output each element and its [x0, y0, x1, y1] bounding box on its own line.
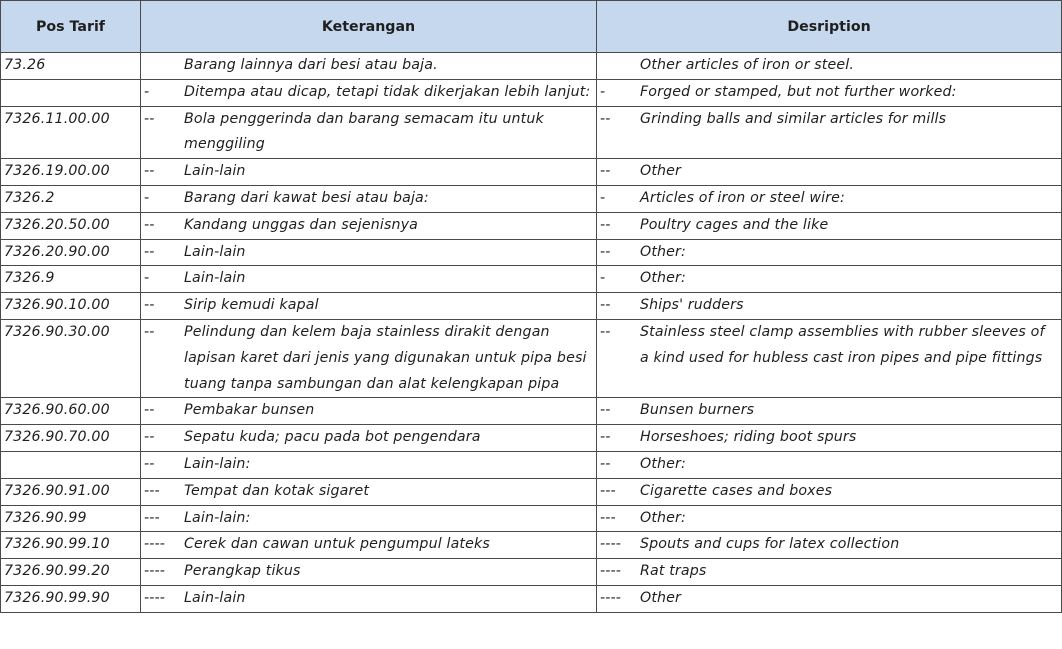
- keterangan-level-dash: --: [144, 216, 155, 233]
- table-row: [1, 425, 1062, 452]
- description-text: Cigarette cases and boxes: [640, 482, 833, 499]
- header-row: [1, 1, 1062, 53]
- pos-tarif-cell: 7326.20.50.00: [1, 212, 141, 239]
- keterangan-level-dash: --: [144, 110, 155, 127]
- keterangan-text: Sepatu kuda; pacu pada bot pengendara: [184, 429, 481, 446]
- table-row: [1, 266, 1062, 293]
- description-cell: [597, 559, 1062, 586]
- keterangan-cell: [141, 585, 597, 612]
- description-text: Other articles of iron or steel.: [640, 57, 855, 73]
- description-text: Other:: [640, 243, 686, 260]
- table-row: [1, 212, 1062, 239]
- keterangan-text: Lain-lain:: [184, 455, 251, 472]
- description-level-dash: --: [600, 429, 611, 446]
- keterangan-text: Ditempa atau dicap, tetapi tidak dikerjakan lebih lanjut:: [184, 83, 591, 100]
- table-row: [1, 532, 1062, 559]
- keterangan-cell: [141, 185, 597, 212]
- table-row: [1, 159, 1062, 186]
- description-text: Other:: [640, 455, 686, 472]
- keterangan-level-dash: --: [144, 455, 155, 472]
- table-row: [1, 319, 1062, 397]
- description-level-dash: --: [600, 455, 611, 472]
- description-cell: [597, 185, 1062, 212]
- description-text: Other:: [640, 270, 686, 287]
- keterangan-cell: [141, 559, 597, 586]
- pos-tarif-cell: 7326.90.99.10: [1, 532, 141, 559]
- description-level-dash: --: [600, 402, 611, 419]
- description-text: Other: [640, 589, 682, 606]
- description-cell: [597, 319, 1062, 397]
- pos-tarif-cell: 7326.90.99: [1, 505, 141, 532]
- description-cell: [597, 505, 1062, 532]
- table-row: [1, 106, 1062, 159]
- keterangan-level-dash: ----: [144, 563, 166, 580]
- keterangan-level-dash: --: [144, 402, 155, 419]
- table-row: [1, 559, 1062, 586]
- keterangan-cell: [141, 478, 597, 505]
- keterangan-text: Barang lainnya dari besi atau baja.: [184, 57, 438, 73]
- keterangan-cell: [141, 451, 597, 478]
- description-text: Rat traps: [640, 563, 707, 580]
- table-row: [1, 451, 1062, 478]
- table-row: [1, 293, 1062, 320]
- pos-tarif-cell: 7326.90.99.90: [1, 585, 141, 612]
- keterangan-level-dash: --: [144, 323, 155, 340]
- description-cell: [597, 53, 1062, 80]
- keterangan-cell: [141, 319, 597, 397]
- keterangan-text: Pelindung dan kelem baja stainless dirakit dengan lapisan karet dari jenis yang digunakan untuk pipa besi tuang tanpa sambungan dan alat kelengkapan pipa: [184, 323, 587, 392]
- table-row: [1, 478, 1062, 505]
- keterangan-cell: [141, 79, 597, 106]
- keterangan-cell: [141, 293, 597, 320]
- description-level-dash: -: [600, 83, 606, 100]
- table-row: [1, 53, 1062, 80]
- keterangan-cell: [141, 532, 597, 559]
- description-level-dash: --: [600, 216, 611, 233]
- description-text: Other: [640, 163, 682, 180]
- description-cell: [597, 266, 1062, 293]
- description-level-dash: -: [600, 270, 606, 287]
- description-cell: [597, 398, 1062, 425]
- pos-tarif-cell: 7326.90.70.00: [1, 425, 141, 452]
- description-cell: [597, 79, 1062, 106]
- pos-tarif-cell: 7326.9: [1, 266, 141, 293]
- table-row: [1, 585, 1062, 612]
- keterangan-text: Pembakar bunsen: [184, 402, 315, 419]
- keterangan-text: Perangkap tikus: [184, 563, 301, 580]
- pos-tarif-cell: 7326.11.00.00: [1, 106, 141, 159]
- description-level-dash: ----: [600, 536, 622, 553]
- table-row: [1, 79, 1062, 106]
- description-text: Other:: [640, 509, 686, 526]
- keterangan-cell: [141, 212, 597, 239]
- pos-tarif-cell: 7326.90.60.00: [1, 398, 141, 425]
- description-text: Bunsen burners: [640, 402, 755, 419]
- keterangan-level-dash: ----: [144, 589, 166, 606]
- description-cell: [597, 106, 1062, 159]
- description-level-dash: --: [600, 243, 611, 260]
- pos-tarif-cell: 7326.90.99.20: [1, 559, 141, 586]
- pos-tarif-cell: 7326.19.00.00: [1, 159, 141, 186]
- keterangan-level-dash: --: [144, 243, 155, 260]
- header-keterangan: Keterangan: [141, 1, 597, 53]
- keterangan-level-dash: ---: [144, 509, 160, 526]
- keterangan-level-dash: -: [144, 83, 150, 100]
- keterangan-text: Lain-lain:: [184, 509, 251, 526]
- keterangan-text: Barang dari kawat besi atau baja:: [184, 189, 429, 206]
- description-text: Poultry cages and the like: [640, 216, 829, 233]
- description-cell: [597, 159, 1062, 186]
- keterangan-text: Cerek dan cawan untuk pengumpul lateks: [184, 536, 490, 553]
- description-level-dash: --: [600, 163, 611, 180]
- pos-tarif-cell: [1, 451, 141, 478]
- keterangan-text: Kandang unggas dan sejenisnya: [184, 216, 419, 233]
- description-cell: [597, 212, 1062, 239]
- description-level-dash: --: [600, 323, 611, 340]
- description-text: Ships' rudders: [640, 297, 744, 314]
- keterangan-cell: [141, 505, 597, 532]
- description-level-dash: --: [600, 110, 611, 127]
- pos-tarif-cell: 7326.90.91.00: [1, 478, 141, 505]
- description-level-dash: ---: [600, 509, 616, 526]
- description-cell: [597, 425, 1062, 452]
- description-cell: [597, 585, 1062, 612]
- description-level-dash: ----: [600, 589, 622, 606]
- description-cell: [597, 293, 1062, 320]
- keterangan-level-dash: --: [144, 429, 155, 446]
- keterangan-text: Sirip kemudi kapal: [184, 297, 319, 314]
- pos-tarif-cell: 7326.20.90.00: [1, 239, 141, 266]
- keterangan-cell: [141, 239, 597, 266]
- description-text: Horseshoes; riding boot spurs: [640, 429, 857, 446]
- pos-tarif-cell: [1, 79, 141, 106]
- keterangan-text: Lain-lain: [184, 163, 246, 180]
- keterangan-level-dash: ----: [144, 536, 166, 553]
- keterangan-cell: [141, 53, 597, 80]
- description-cell: [597, 478, 1062, 505]
- description-text: Stainless steel clamp assemblies with rubber sleeves of a kind used for hubless cast iron pipes and pipe fittings: [640, 323, 1045, 366]
- description-level-dash: ----: [600, 563, 622, 580]
- keterangan-text: Tempat dan kotak sigaret: [184, 482, 370, 499]
- description-text: Grinding balls and similar articles for mills: [640, 110, 947, 127]
- description-level-dash: --: [600, 297, 611, 314]
- keterangan-cell: [141, 266, 597, 293]
- keterangan-cell: [141, 106, 597, 159]
- description-cell: [597, 532, 1062, 559]
- keterangan-level-dash: --: [144, 297, 155, 314]
- keterangan-level-dash: [144, 53, 184, 79]
- description-cell: [597, 451, 1062, 478]
- keterangan-level-dash: ---: [144, 482, 160, 499]
- keterangan-text: Bola penggerinda dan barang semacam itu untuk menggiling: [184, 110, 544, 153]
- header-description: Desription: [597, 1, 1062, 53]
- keterangan-text: Lain-lain: [184, 243, 246, 260]
- description-level-dash: [600, 53, 640, 79]
- description-text: Spouts and cups for latex collection: [640, 536, 900, 553]
- pos-tarif-cell: 7326.90.10.00: [1, 293, 141, 320]
- table-row: [1, 505, 1062, 532]
- description-level-dash: -: [600, 189, 606, 206]
- description-cell: [597, 239, 1062, 266]
- pos-tarif-cell: 7326.90.30.00: [1, 319, 141, 397]
- pos-tarif-cell: 73.26: [1, 53, 141, 80]
- keterangan-cell: [141, 398, 597, 425]
- description-text: Forged or stamped, but not further worked:: [640, 83, 957, 100]
- table-body: [1, 53, 1062, 613]
- table-row: [1, 185, 1062, 212]
- keterangan-level-dash: -: [144, 189, 150, 206]
- description-text: Articles of iron or steel wire:: [640, 189, 845, 206]
- keterangan-cell: [141, 425, 597, 452]
- keterangan-level-dash: --: [144, 163, 155, 180]
- header-pos-tarif: Pos Tarif: [1, 1, 141, 53]
- description-level-dash: ---: [600, 482, 616, 499]
- keterangan-level-dash: -: [144, 270, 150, 287]
- table-row: [1, 398, 1062, 425]
- keterangan-cell: [141, 159, 597, 186]
- keterangan-text: Lain-lain: [184, 589, 246, 606]
- keterangan-text: Lain-lain: [184, 270, 246, 287]
- pos-tarif-cell: 7326.2: [1, 185, 141, 212]
- table-row: [1, 239, 1062, 266]
